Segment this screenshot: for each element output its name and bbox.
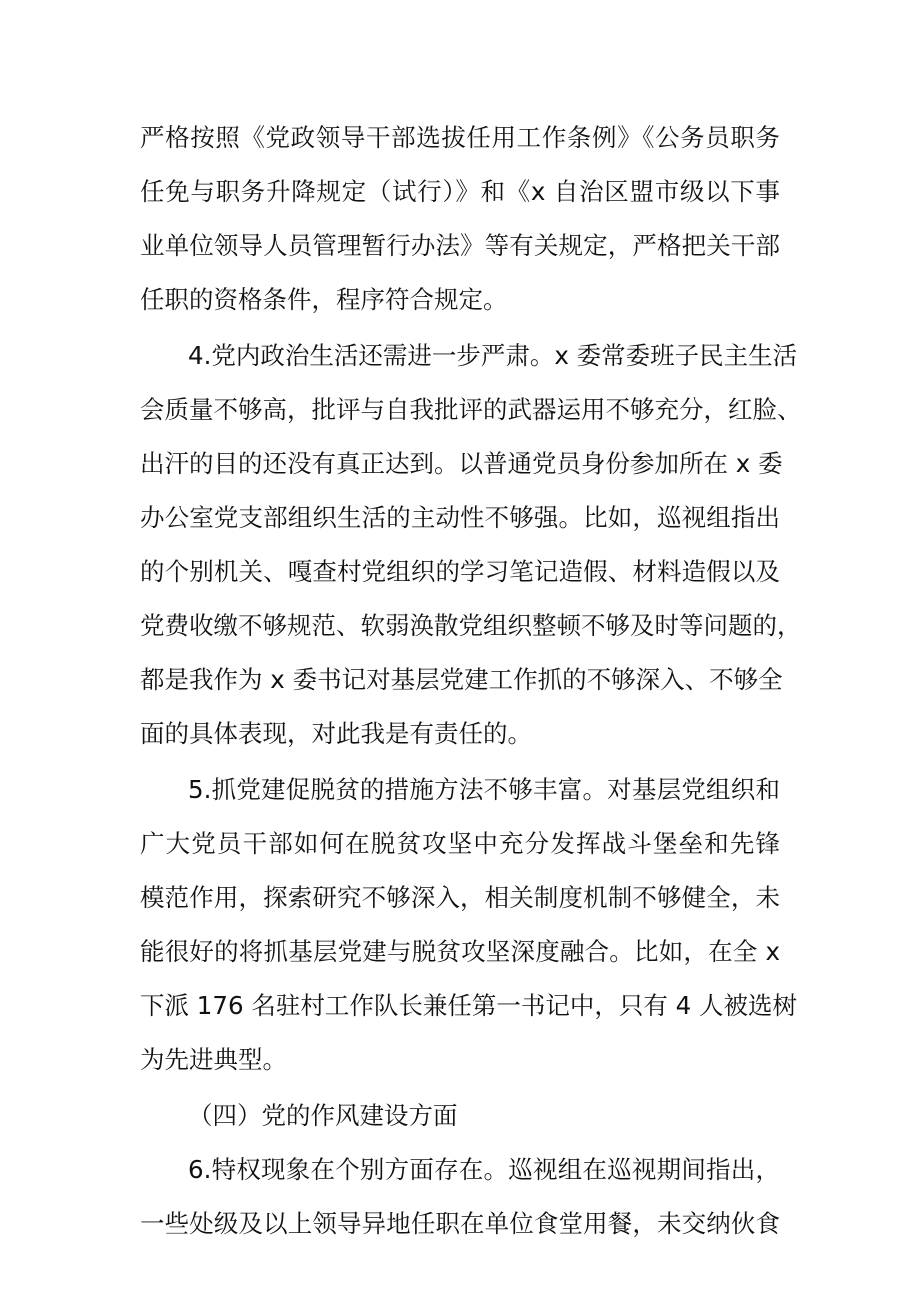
text-line: 模范作用，探索研究不够深入，相关制度机制不够健全，未 xyxy=(140,883,780,912)
text-line: 5.抓党建促脱贫的措施方法不够丰富。对基层党组织和 xyxy=(188,775,780,804)
text-line: 出汗的目的还没有真正达到。以普通党员身份参加所在 x 委 xyxy=(140,449,783,478)
text-line: 业单位领导人员管理暂行办法》等有关规定，严格把关干部 xyxy=(140,231,780,260)
section-heading: （四）党的作风建设方面 xyxy=(188,1101,458,1130)
text-line: 任职的资格条件，程序符合规定。 xyxy=(140,285,508,314)
text-line: 都是我作为 x 委书记对基层党建工作抓的不够深入、不够全 xyxy=(140,665,783,694)
text-line: 党费收缴不够规范、软弱涣散党组织整顿不够及时等问题的， xyxy=(140,611,802,640)
text-line: 下派 176 名驻村工作队长兼任第一书记中，只有 4 人被选树 xyxy=(140,991,797,1020)
text-line: 6.特权现象在个别方面存在。巡视组在巡视期间指出， xyxy=(188,1155,780,1184)
text-line: 广大党员干部如何在脱贫攻坚中充分发挥战斗堡垒和先锋 xyxy=(140,829,780,858)
text-line: 面的具体表现，对此我是有责任的。 xyxy=(140,719,532,748)
text-line: 4.党内政治生活还需进一步严肃。x 委常委班子民主生活 xyxy=(188,341,798,370)
text-line: 任免与职务升降规定（试行）》和《x 自治区盟市级以下事 xyxy=(140,177,780,206)
text-line: 能很好的将抓基层党建与脱贫攻坚深度融合。比如，在全 x xyxy=(140,937,780,966)
text-line: 严格按照《党政领导干部选拔任用工作条例》《公务员职务 xyxy=(140,123,780,152)
text-line: 办公室党支部组织生活的主动性不够强。比如，巡视组指出 xyxy=(140,503,780,532)
text-line: 为先进典型。 xyxy=(140,1045,287,1074)
text-line: 的个别机关、嘎查村党组织的学习笔记造假、材料造假以及 xyxy=(140,557,780,586)
text-line: 会质量不够高，批评与自我批评的武器运用不够充分，红脸、 xyxy=(140,395,802,424)
text-line: 一些处级及以上领导异地任职在单位食堂用餐，未交纳伙食 xyxy=(140,1209,780,1238)
